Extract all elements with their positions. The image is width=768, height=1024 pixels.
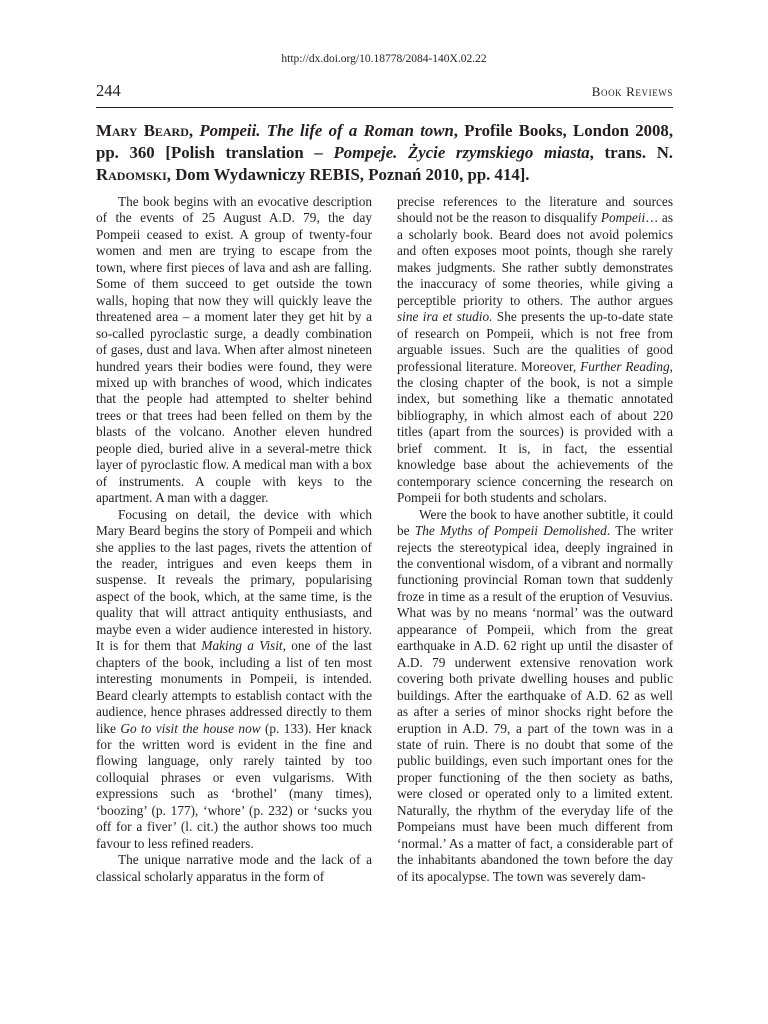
text-run: , one of the last chapters of the book, including a list of ten most interesting monuments in Pompeii, is intended. Beard clearly attempts to establish contact with the audience, hence phrases addressed directly to them like (96, 638, 372, 736)
italic-run: Further Reading, (580, 358, 673, 374)
paragraph: The unique narrative mode and the lack of a classical scholarly apparatus in the form of (96, 852, 372, 884)
trans-label: , trans. (589, 143, 657, 162)
text-run: Were the book to have another subtitle, it could be (397, 506, 673, 539)
book-title: Pompeii. The life of a Roman town (199, 121, 454, 140)
polish-publisher: , Dom Wydawniczy REBIS, Poznań 2010, pp. 414]. (166, 165, 530, 184)
text-run: … as a scholarly book. Beard does not avoid polemics and often exposes moot points, though she rarely makes judgments. She rather subtly demonstrates the inaccuracy of some theories, while giving a perceptible priority to others. The author argues (397, 210, 673, 308)
citation-separator: , (188, 121, 200, 140)
page-header (96, 81, 673, 101)
left-column (96, 194, 372, 885)
translator-name: N. Radomski (96, 143, 674, 184)
doi-link[interactable]: http://dx.doi.org/10.18778/2084-140X.02.22 (281, 53, 487, 65)
publisher-info: , Profile Books, London 2008, pp. 360 [Polish translation – (96, 121, 674, 162)
polish-title: Pompeje. Życie rzymskiego miasta (333, 143, 590, 162)
italic-run: Go to visit the house now (120, 720, 261, 736)
text-run: . The writer rejects the stereotypical idea, deeply ingrained in the conventional wisdom, of a vibrant and normally functioning provincial Roman town that suddenly froze in time as a result of the eruption of Vesuvius. What was by no means ‘normal’ was the outward appearance of Pompeii, which from the great earthquake in A.D. 62 right up until the disaster of A.D. 79 underwent extensive renovation work covering both private dwelling houses and public buildings. After the earthquake of A.D. 62 as well as after a series of minor shocks right before the eruption in A.D. 79, a part of the town was in a state of ruin. There is no doubt that some of the public buildings, even such important ones for the proper functioning of the then society as baths, were closed or operated only to a limited extent. Naturally, the rhythm of the everyday life of the Pompeians must have been much different from ‘normal.’ As a matter of fact, a considerable part of the inhabitants abandoned the town before the day of its apocalypse. The town was severely dam- (397, 523, 673, 884)
page-number: 244 (96, 81, 121, 100)
paragraph (397, 194, 673, 507)
italic-run: Pompeii (600, 210, 646, 226)
header-rule (96, 107, 673, 108)
text-run: Focusing on detail, the device with which Mary Beard begins the story of Pompeii and which she applies to the last pages, rivets the attention of the reader, intrigues and even keeps them in suspense. It reveals the primary, popularising aspect of the book, which, at the same time, is the quality that will attract antiquity enthusiasts, and maybe even a wider audience interested in history. It is for them that (96, 506, 372, 654)
italic-run: The Myths of Pompeii Demolished (414, 523, 607, 539)
italic-run: Making a Visit (201, 638, 283, 654)
text-run: precise references to the literature and sources should not be the reason to disqualify (397, 194, 673, 226)
paragraph (397, 507, 673, 885)
text-run: She presents the up-to-date state of research on Pompeii, which is not free from arguable issues. Such are the qualities of good professional literature. Moreover, (397, 309, 673, 374)
right-column (397, 194, 673, 885)
text-run: (p. 133). Her knack for the written word is evident in the fine and flowing language, only rarely tainted by too colloquial phrases or even vulgarisms. With expressions such as ‘brothel’ (many times), ‘boozing’ (p. 177), ‘whore’ (p. 232) or ‘sucks you off for a fiver’ (l. cit.) the author shows too much favour to less refined readers. (96, 720, 373, 851)
running-head: Book Reviews (591, 84, 673, 99)
text-run: the closing chapter of the book, is not a simple index, but something like a thematic annotated bibliography, in which almost each of about 220 titles (apart from the sources) is provided with a brief comment. It is, in fact, the essential knowledge base about the achievements of the contemporary science concerning the research on Pompeii for both students and scholars. (397, 374, 673, 506)
paragraph: The book begins with an evocative description of the events of 25 August A.D. 79, the day Pompeii ceased to exist. A group of twenty-four women and men are trying to escape from the town, where first pieces of lava and ash are falling. Some of them succeed to get outside the town walls, hoping that now they will quickly leave the threatened area – a moment later they get hit by a so-called pyroclastic surge, a deadly combination of gases, dust and lava. When after almost nineteen hundred years their bodies were found, they were mixed up with branches of wood, which indicates that the people had attempted to shelter behind trees or that trees had been felled on them by the blasts of the volcano. Another eleven hundred people died, buried alive in a several-metre thick layer of pyroclastic flow. A medical man with a box of instruments. A couple with keys to the apartment. A man with a dagger. (96, 194, 372, 506)
paragraph (96, 507, 372, 853)
italic-run: sine ira et studio. (397, 309, 493, 325)
review-citation (96, 120, 673, 186)
author-name: Mary Beard (96, 121, 189, 140)
